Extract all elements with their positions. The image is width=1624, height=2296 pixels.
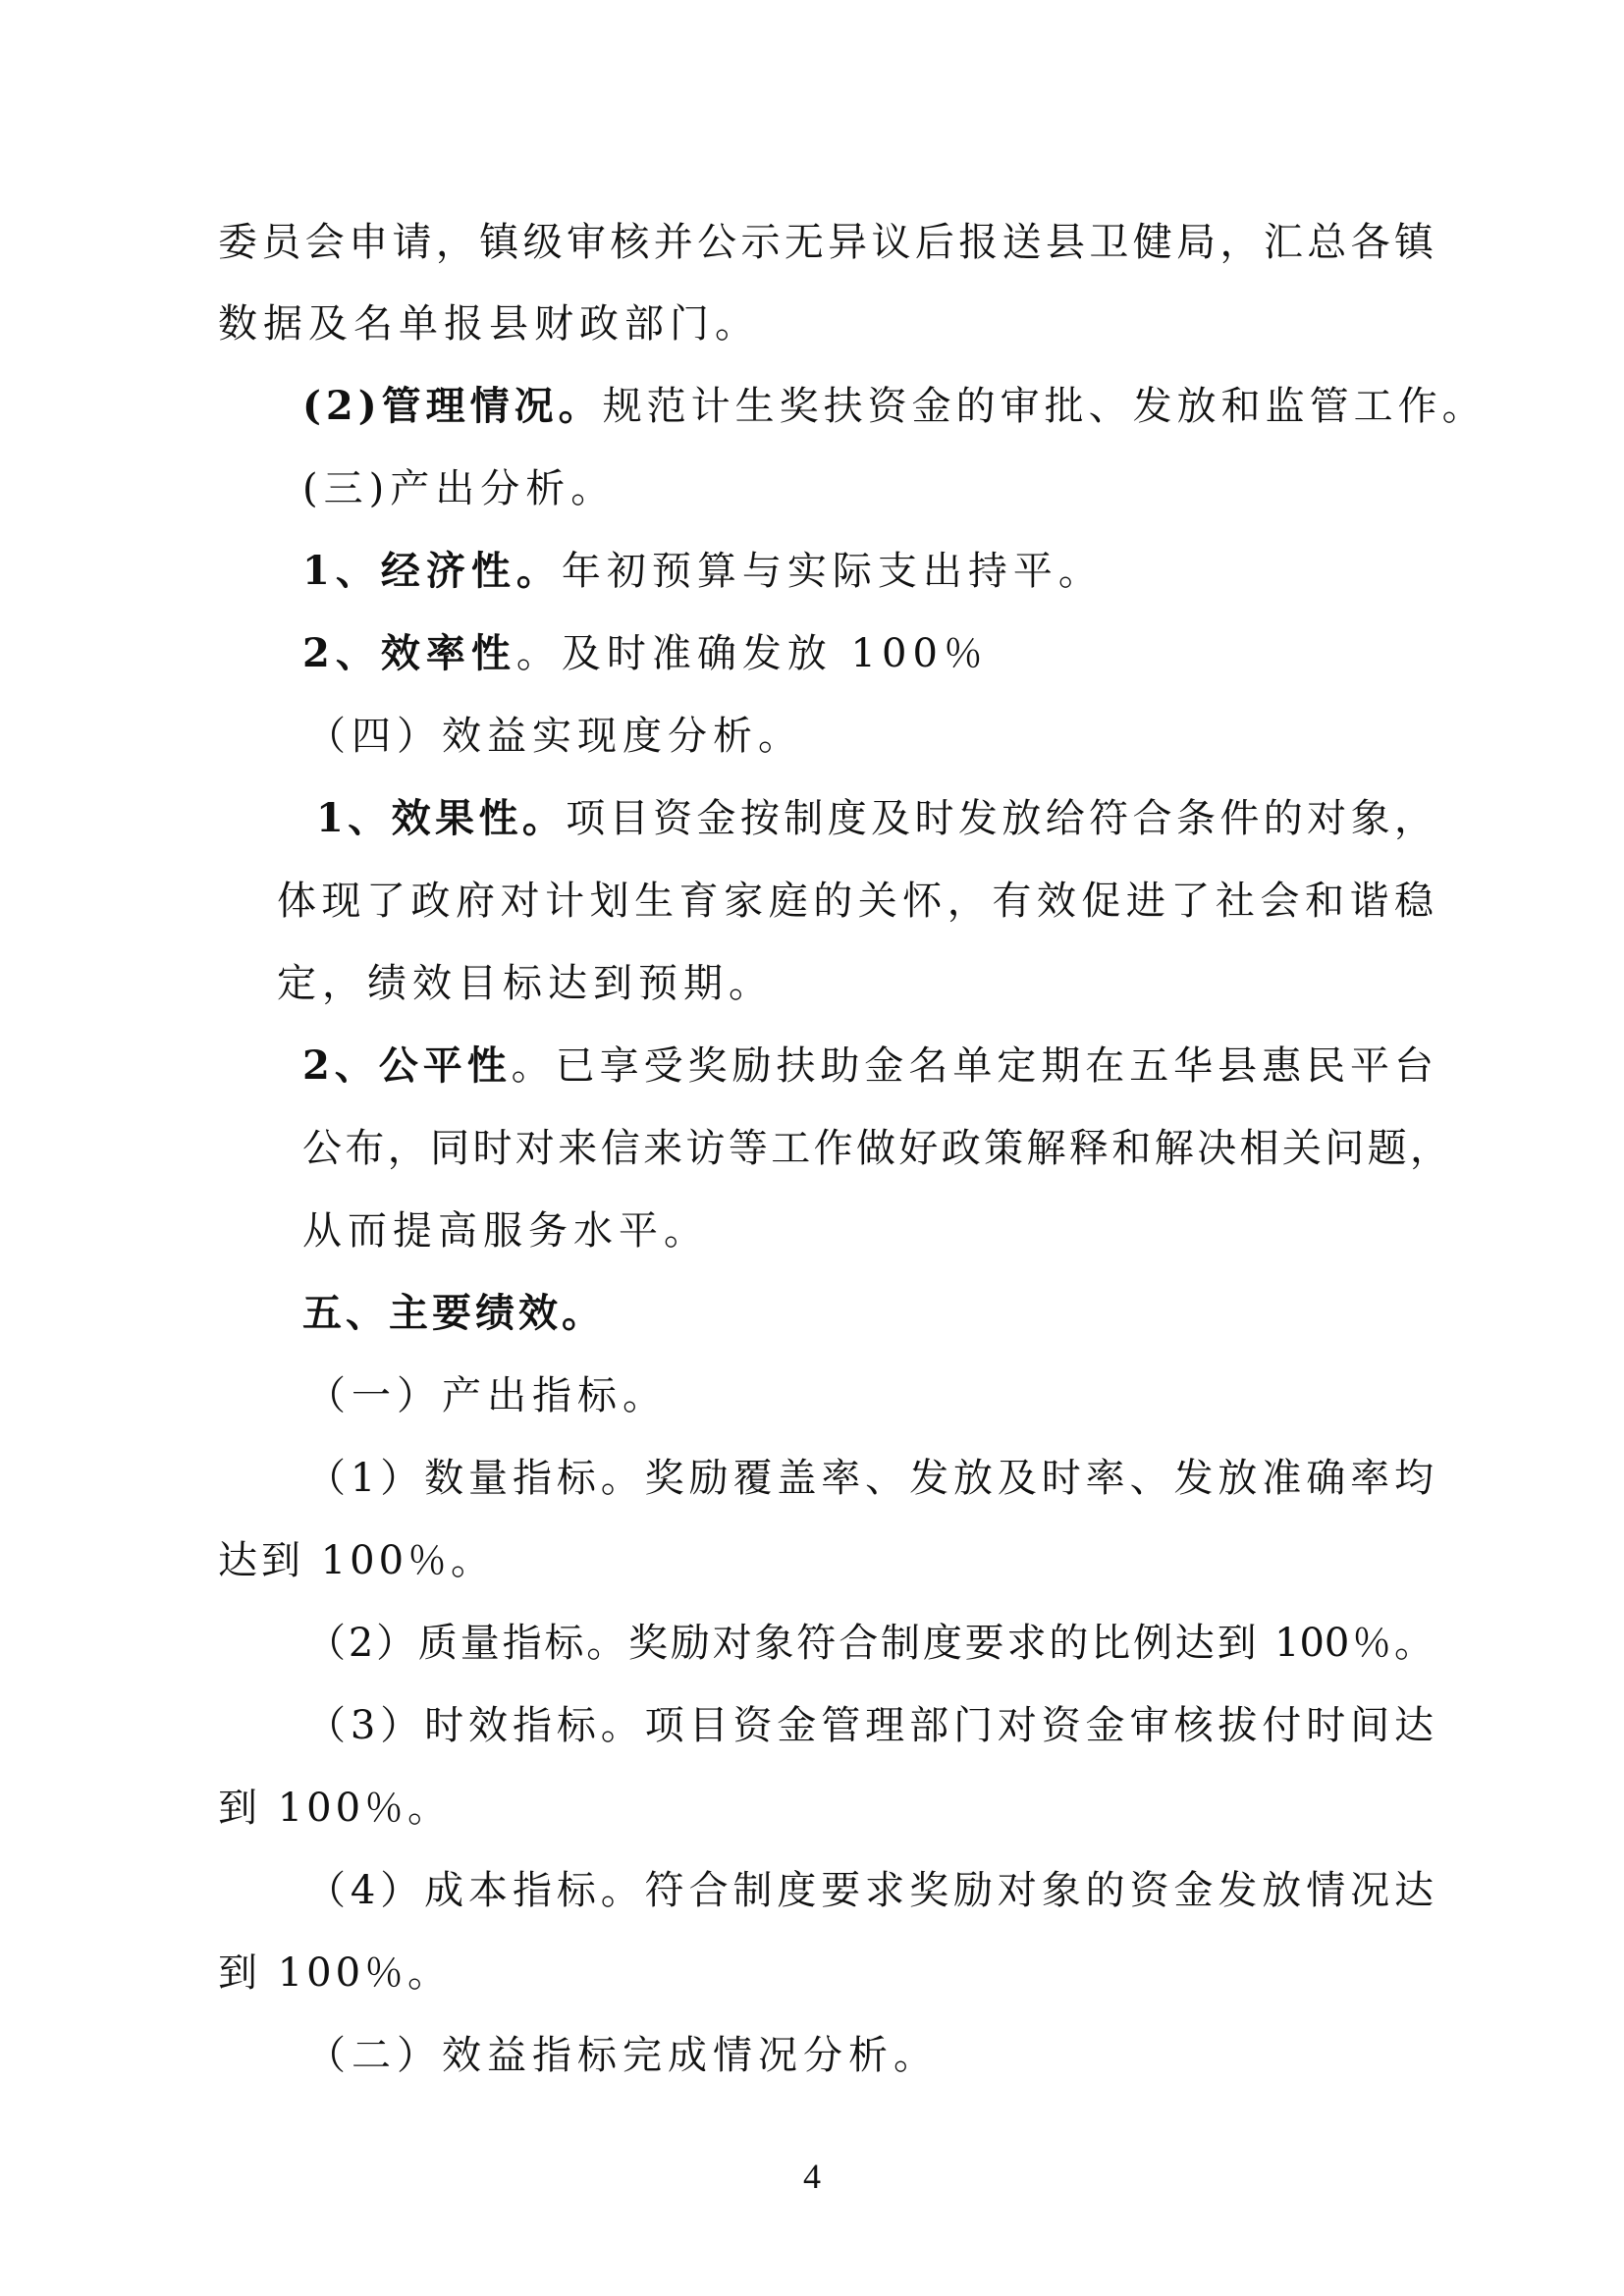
heading-lead: 1、效果性。 [316,795,567,841]
paragraph-text: 。已享受奖励扶助金名单定期在五华县惠民平台 [511,1043,1434,1089]
paragraph-management [302,375,1487,438]
subsection-heading-output-indicators: （一）产出指标。 [306,1373,668,1418]
paragraph-line: 从而提高服务水平。 [302,1208,709,1254]
paragraph-line: 达到 100％。 [218,1538,495,1583]
paragraph-line: 定，绩效目标达到预期。 [277,961,774,1006]
paragraph-text: 年初预算与实际支出持平。 [561,549,1104,594]
paragraph-line: 委员会申请，镇级审核并公示无异议后报送县卫健局，汇总各镇 [218,220,1434,265]
subsection-heading-benefit-indicators: （二）效益指标完成情况分析。 [306,2033,939,2078]
paragraph-quantity-indicator: （1）数量指标。奖励覆盖率、发放及时率、发放准确率均 [306,1456,1434,1501]
paragraph-effectiveness [316,787,1434,850]
section-heading-main-performance: 五、主要绩效。 [302,1290,605,1336]
section-heading-benefit-analysis: （四）效益实现度分析。 [306,714,803,759]
heading-lead: 1、经济性。 [302,548,562,594]
heading-lead: (2)管理情况。 [302,383,603,429]
heading-lead: 2、效率性 [302,630,516,676]
paragraph-text: 规范计生奖扶资金的审批、发放和监管工作。 [602,384,1487,429]
paragraph-text: 。及时准确发放 100％ [515,631,989,676]
paragraph-efficiency [302,622,989,685]
paragraph-line: 到 100％。 [218,1950,452,1996]
paragraph-line: 公布，同时对来信来访等工作做好政策解释和解决相关问题， [302,1126,1449,1171]
paragraph-line: 数据及名单报县财政部门。 [218,301,760,347]
page-number: 4 [803,2157,821,2196]
paragraph-economy [302,540,1104,603]
paragraph-line: 体现了政府对计划生育家庭的关怀，有效促进了社会和谐稳 [277,879,1434,924]
paragraph-line: 到 100％。 [218,1786,452,1831]
paragraph-text: 项目资金按制度及时发放给符合条件的对象， [566,796,1434,841]
paragraph-quality-indicator: （2）质量指标。奖励对象符合制度要求的比例达到 100％。 [306,1621,1434,1666]
heading-lead: 2、公平性 [302,1042,512,1089]
section-heading-output-analysis: (三)产出分析。 [302,466,617,511]
paragraph-cost-indicator: （4）成本指标。符合制度要求奖励对象的资金发放情况达 [306,1868,1434,1913]
paragraph-timeliness-indicator: （3）时效指标。项目资金管理部门对资金审核拔付时间达 [306,1703,1434,1748]
paragraph-fairness [302,1035,1434,1097]
